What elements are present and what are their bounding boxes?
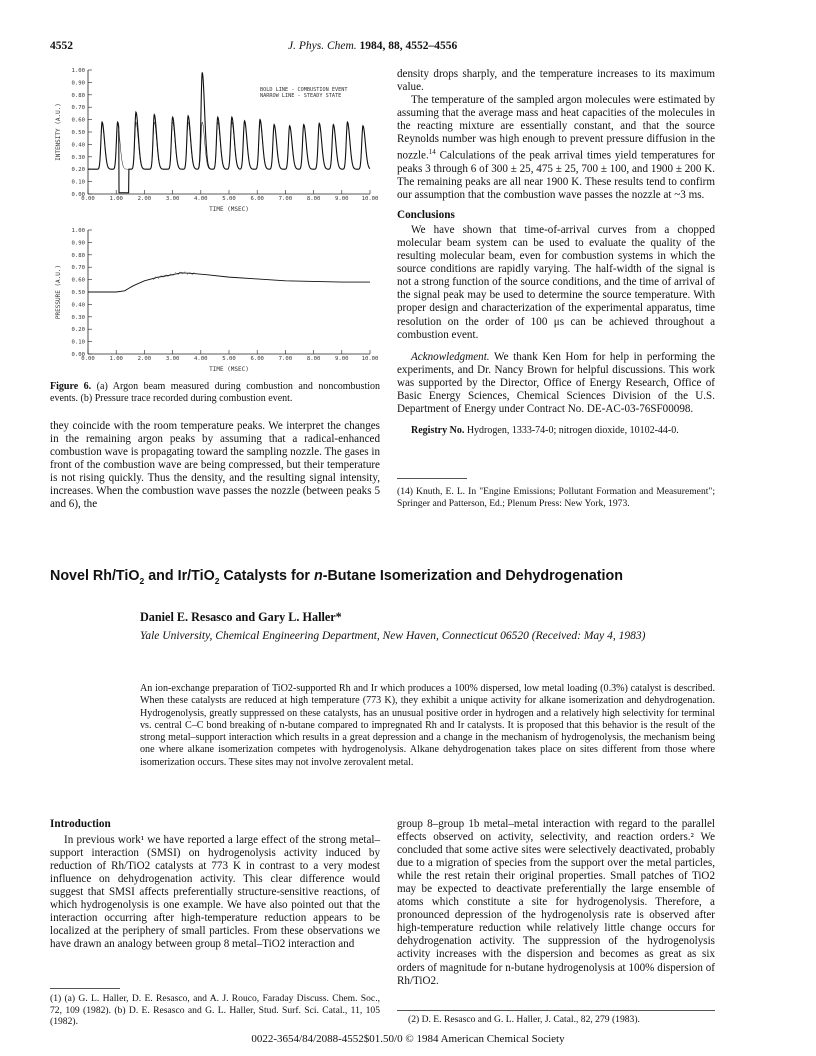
y-tick-label: 1.00 — [71, 68, 85, 74]
ack-label: Acknowledgment. — [411, 350, 490, 363]
y-tick-label: 0.10 — [71, 339, 85, 346]
title-part: -Butane Isomerization and Dehydrogenation — [322, 568, 623, 584]
title-subscript: 2 — [139, 575, 145, 586]
y-tick-label: 0.40 — [71, 302, 85, 309]
figure-caption — [50, 381, 380, 405]
x-tick-label: 10.00 — [361, 356, 379, 362]
caption-label: Figure 6. — [50, 381, 92, 392]
x-tick-label: 3.00 — [165, 356, 180, 362]
footnote-1: (1) (a) G. L. Haller, D. E. Resasco, and A. J. Rouco, Faraday Discuss. Chem. Soc., 72, 109 (1982). (b) D. E. Resasco and G. L. Haller, Stud. Surf. Sci. Catal., 11, 105 (1982). — [50, 993, 380, 1028]
footnote-14: (14) Knuth, E. L. In "Engine Emissions; Pollutant Formation and Measurement"; Springer and Patterson, Ed.; Plenum Press: New York, 1973. — [397, 486, 715, 509]
x-tick-label: 7.00 — [278, 356, 293, 362]
intro-right — [397, 818, 715, 988]
x-tick-label: 6.00 — [250, 196, 264, 202]
series-pressure-line — [88, 273, 370, 292]
y-tick-label: 0.70 — [71, 265, 85, 272]
page-number: 4552 — [50, 40, 73, 52]
abstract: An ion-exchange preparation of TiO2-supported Rh and Ir which produces a 100% dispersed, low metal loading (0.3%) catalyst is described. When these catalysts are reduced at high temperature (773 K), they exhibit a unique activity for alkane isomerization and dehydrogenation. Hydrogenolysis, greatly suppressed on these catalysts, has an unusual positive order in hydrogen and a relatively high selectivity for terminal vs. central C–C bond breaking of n-butane compared to impregnated Rh and Ir catalysts. It is proposed that this behavior is the result of the strong metal–support interaction which results in a great depression and a change in the mechanism of hydrogenolysis, the mechanism being one where alkane isomerization competes with hydrogenolysis. Alkane dehydrogenation takes place on sites different from those where isomerization occurs. These sites may not involve zerovalent metal. — [140, 683, 715, 768]
title-italic: n — [313, 568, 323, 584]
y-tick-label: 0.00 — [71, 192, 85, 198]
x-tick-label: 2.00 — [137, 196, 152, 202]
reference-14: 14 — [428, 148, 436, 157]
x-tick-label: 0.00 — [81, 196, 95, 202]
y-axis-label: PRESSURE (A.U.) — [55, 264, 62, 320]
conclusions-heading: Conclusions — [397, 209, 455, 222]
intro-paragraph: group 8–group 1b metal–metal interaction with regard to the parallel effects observed on activity, selectivity, and reaction orders.² We concluded that some active sites were selectively deactivated, probably due to a migration of species from the support over the metal particles, while the rest retain their original properties. Small patches of TiO2 may be expected to deactivate preferentially the large ensemble of atoms which constitute a site for hydrogenolysis. Therefore, a pronounced depression of the hydrogenolysis rate is observed after high-temperature reduction while relatively little change occurs for dehydrogenation activity. The suppression of the hydrogenolysis activity increases with the dispersion and becomes as great as six orders of magnitude for n-butane hydrogenolysis at 100% dispersion of Rh/TiO2. — [397, 818, 715, 987]
y-tick-label: 0.80 — [71, 252, 85, 259]
x-tick-label: 9.00 — [335, 196, 349, 202]
y-tick-label: 0.30 — [71, 314, 85, 321]
copyright-footer: 0022-3654/84/2088-4552$01.50/0 © 1984 American Chemical Society — [251, 1033, 565, 1045]
y-tick-label: 0.50 — [71, 290, 85, 296]
registry — [397, 424, 715, 437]
affiliation: Yale University, Chemical Engineering Department, New Haven, Connecticut 06520 (Received: May 4, 1983) — [140, 630, 646, 642]
x-tick-label: 1.00 — [109, 196, 123, 202]
x-tick-label: 10.00 — [361, 196, 379, 202]
article-title — [50, 568, 623, 586]
running-header — [288, 40, 457, 52]
registry-label: Registry No. — [411, 424, 465, 436]
y-tick-label: 0.20 — [71, 327, 85, 334]
y-tick-label: 0.20 — [71, 167, 85, 174]
x-tick-label: 4.00 — [194, 196, 208, 202]
x-axis-label: TIME (MSEC) — [209, 206, 249, 213]
paragraph: they coincide with the room temperature peaks. We interpret the changes in the remaining argon peaks by assuming that a radical-enhanced combustion wave is propagating toward the sampling nozzle. The gases in front of the combustion wave are being compressed, but their temperature is not rising quickly. Thus the density, and the resulting signal intensity, increases. When the combustion wave passes the nozzle (between peaks 5 and 6), the — [50, 420, 380, 511]
legend-entry-combustion: BOLD LINE - COMBUSTION EVENT — [260, 87, 348, 93]
legend-entry-steady-state: NARROW LINE - STEADY STATE — [260, 93, 342, 99]
footnote-rule — [50, 988, 120, 989]
footnote-2: (2) D. E. Resasco and G. L. Haller, J. Catal., 82, 279 (1983). — [408, 1014, 640, 1025]
journal-citation: 1984, 88, 4552–4556 — [359, 40, 458, 52]
paragraph: density drops sharply, and the temperature increases to its maximum value. — [397, 68, 715, 94]
title-part: and Ir/TiO — [144, 568, 215, 584]
left-column-text — [50, 420, 380, 511]
y-tick-label: 0.00 — [71, 352, 85, 358]
title-part: Novel Rh/TiO — [50, 568, 140, 584]
y-tick-label: 0.50 — [71, 130, 85, 136]
figure-6 — [50, 62, 380, 378]
ack-text: We thank Ken Hom for help in performing the experiments, and Dr. Nancy Brown for helpful discussions. This work was supported by the Director, Office of Energy Research, Office of Basic Energy Sciences, Chemical Sciences Division of the U.S. Department of Energy under Contract No. DE-AC-03-76SF00098. — [397, 350, 715, 415]
paragraph-temperature — [397, 94, 715, 202]
y-tick-label: 0.10 — [71, 179, 85, 186]
x-axis-label: TIME (MSEC) — [209, 366, 249, 373]
x-tick-label: 7.00 — [278, 196, 293, 202]
chart-b — [50, 222, 380, 378]
y-tick-label: 0.60 — [71, 117, 85, 124]
intro-left — [50, 818, 380, 951]
paragraph-text: The temperature of the sampled argon molecules were estimated by assuming that the average mass and heat capacities of the molecules in the reacting mixture are essentially constant, and that the source Reynolds number was high enough to prevent pressure diffusion in the nozzle. — [397, 94, 715, 162]
caption-text: (a) Argon beam measured during combustion and noncombustion events. (b) Pressure trace recorded during combustion event. — [50, 381, 380, 404]
x-tick-label: 8.00 — [306, 196, 321, 202]
y-tick-label: 0.90 — [71, 80, 85, 87]
x-tick-label: 3.00 — [165, 196, 180, 202]
x-tick-label: 5.00 — [222, 356, 236, 362]
series-pressure-noise — [153, 272, 195, 280]
paragraph-text: Calculations of the peak arrival times yield temperatures for peaks 3 through 6 of 300 ± 25, 475 ± 25, 700 ± 100, and 1900 ± 200 K. The remaining peaks are all near 1900 K. These results tend to confirm our assumption that the combustion wave passes the nozzle at ~3 ms. — [397, 149, 715, 202]
y-tick-label: 1.00 — [71, 228, 85, 234]
journal-name: J. Phys. Chem. — [288, 40, 357, 52]
footnote-rule — [397, 478, 467, 479]
title-subscript: 2 — [214, 575, 220, 586]
authors: Daniel E. Resasco and Gary L. Haller* — [140, 610, 342, 624]
y-tick-label: 0.70 — [71, 105, 85, 112]
right-column — [397, 68, 715, 437]
y-tick-label: 0.40 — [71, 142, 85, 149]
x-tick-label: 2.00 — [137, 356, 152, 362]
chart-a — [50, 62, 380, 218]
title-part: Catalysts for — [219, 568, 314, 584]
registry-text: Hydrogen, 1333-74-0; nitrogen dioxide, 10102-44-0. — [464, 424, 679, 436]
acknowledgment — [397, 351, 715, 416]
x-tick-label: 6.00 — [250, 356, 264, 362]
conclusions-paragraph: We have shown that time-of-arrival curves from a chopped molecular beam system can be used to evaluate the quality of the resulting molecular beam, even for combustion systems in which the source conditions are rapidly varying. The half-width of the signal is not a strong function of the source conditions, and the time of arrival of the signal peak may be used to determine the source temperature. With proper design and characterization of the experimental apparatus, time resolution on the order of 100 μs can be achieved throughout a combustion event. — [397, 224, 715, 341]
x-tick-label: 0.00 — [81, 356, 95, 362]
intro-paragraph: In previous work¹ we have reported a large effect of the strong metal–support interaction (SMSI) on hydrogenolysis activity induced by reduction of Rh/TiO2 catalysts at 773 K in contrast to a very modest influence on dehydrogenation activity. This clear difference would suggest that SMSI affects preferentially structure-sensitive reactions, of which hydrogenolysis is one example. We have also pointed out that the interaction occurring after high-temperature reduction appears to be localized at the periphery of small particles. From these observations we have drawn an analogy between group 8 metal–TiO2 interaction and — [50, 834, 380, 951]
x-tick-label: 9.00 — [335, 356, 349, 362]
footnote-rule — [397, 1010, 715, 1011]
y-tick-label: 0.80 — [71, 92, 85, 99]
intro-heading: Introduction — [50, 818, 111, 830]
y-tick-label: 0.30 — [71, 154, 85, 161]
x-tick-label: 5.00 — [222, 196, 236, 202]
x-tick-label: 8.00 — [306, 356, 321, 362]
y-axis-label: INTENSITY (A.U.) — [55, 103, 62, 161]
x-tick-label: 1.00 — [109, 356, 123, 362]
y-tick-label: 0.90 — [71, 240, 85, 247]
x-tick-label: 4.00 — [194, 356, 208, 362]
y-tick-label: 0.60 — [71, 277, 85, 284]
